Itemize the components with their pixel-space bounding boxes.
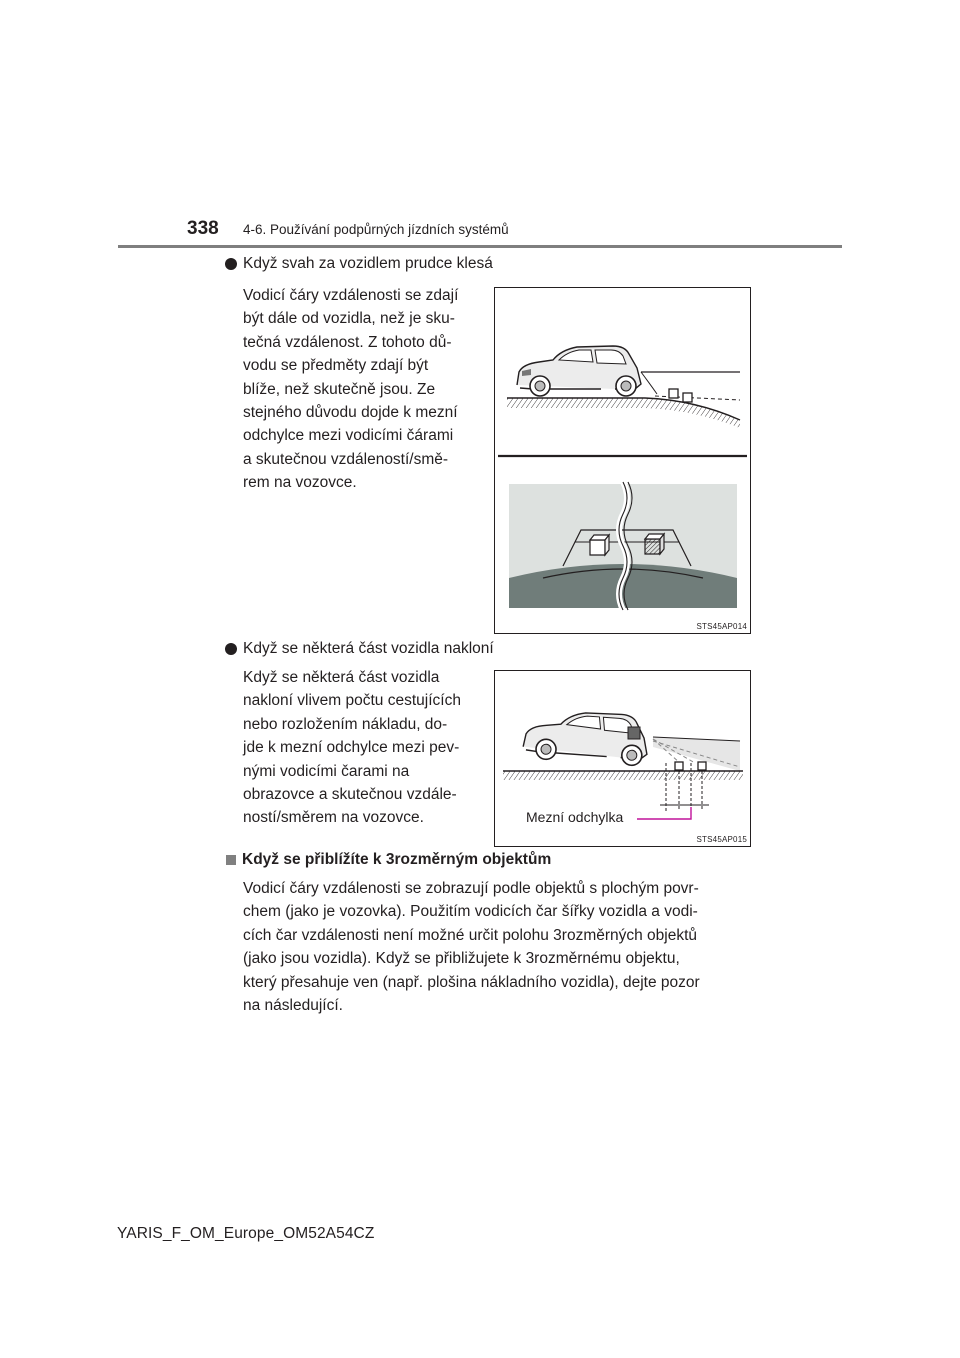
luggage-icon xyxy=(628,727,640,739)
text-line: nakloní vlivem počtu cestujících xyxy=(243,692,461,710)
square-bullet-icon xyxy=(226,855,236,865)
text-line: vodu se předměty zdají být xyxy=(243,357,429,375)
figure-code: STS45AP015 xyxy=(696,835,747,844)
bullet-icon xyxy=(225,643,237,655)
text-line: rem na vozovce. xyxy=(243,474,357,492)
text-line: jde k mezní odchylce mezi pev- xyxy=(243,739,460,757)
section-title: 4-6. Používání podpůrných jízdních systémů xyxy=(243,222,509,237)
text-line: ností/směrem na vozovce. xyxy=(243,809,424,827)
text-line: stejného důvodu dojde k mezní xyxy=(243,404,458,422)
item1-title: Když svah za vozidlem prudce klesá xyxy=(243,255,493,272)
item1-paragraph xyxy=(243,284,477,495)
text-line: Vodicí čáry vzdálenosti se zobrazují podle objektů s plochým povr- xyxy=(243,880,699,897)
text-line: nými vodicími čarami na xyxy=(243,762,410,780)
object-box-icon xyxy=(698,762,706,770)
text-line: chem (jako je vozovka). Použitím vodicích čar šířky vozidla a vodi- xyxy=(243,903,698,921)
section3-heading xyxy=(226,851,551,869)
item2-title: Když se některá část vozidla nakloní xyxy=(243,640,494,657)
document-id: YARIS_F_OM_Europe_OM52A54CZ xyxy=(117,1225,375,1242)
cube-icon xyxy=(590,535,609,555)
page-number: 338 xyxy=(187,218,219,239)
text-line: nebo rozložením nákladu, do- xyxy=(243,715,448,733)
item2-paragraph xyxy=(243,666,477,830)
object-box-icon xyxy=(675,762,683,770)
text-line: být dále od vozidla, než je sku- xyxy=(243,310,455,328)
figure-slope xyxy=(494,287,751,634)
figure-slope-illustration xyxy=(495,288,750,633)
car-icon xyxy=(517,346,641,396)
label-leader-line xyxy=(637,807,691,819)
text-line: Vodicí čáry vzdálenosti se zdají xyxy=(243,287,459,304)
header-rule xyxy=(118,245,842,248)
item1-heading xyxy=(225,255,493,273)
object-box-icon xyxy=(669,389,678,398)
text-line: cích čar vzdálenosti není možné určit polohu 3rozměrných objektů xyxy=(243,926,698,944)
object-box-icon xyxy=(683,393,692,402)
text-line: který přesahuje ven (např. plošina nákladního vozidla), dejte pozor xyxy=(243,973,700,991)
item2-heading xyxy=(225,640,494,658)
figure-code: STS45AP014 xyxy=(696,622,747,631)
section3-paragraph xyxy=(243,877,748,1017)
text-line: Když se některá část vozidla xyxy=(243,669,440,686)
text-line: obrazovce a skutečnou vzdále- xyxy=(243,786,457,804)
bullet-icon xyxy=(225,258,237,270)
section3-title: Když se přiblížíte k 3rozměrným objektům xyxy=(242,851,552,868)
text-line: tečná vzdálenost. Z tohoto dů- xyxy=(243,333,452,351)
cube-hatched-icon xyxy=(645,534,664,554)
camera-screen xyxy=(509,482,737,610)
deviation-label: Mezní odchylka xyxy=(526,809,624,825)
text-line: odchylce mezi vodicími čárami xyxy=(243,427,454,445)
text-line: blíže, než skutečně jsou. Ze xyxy=(243,380,436,398)
text-line: a skutečnou vzdáleností/smě- xyxy=(243,450,449,468)
text-line: na následující. xyxy=(243,997,343,1015)
figure-tilt xyxy=(494,670,751,847)
text-line: (jako jsou vozidla). Když se přibližujete k 3rozměrnému objektu, xyxy=(243,950,680,968)
